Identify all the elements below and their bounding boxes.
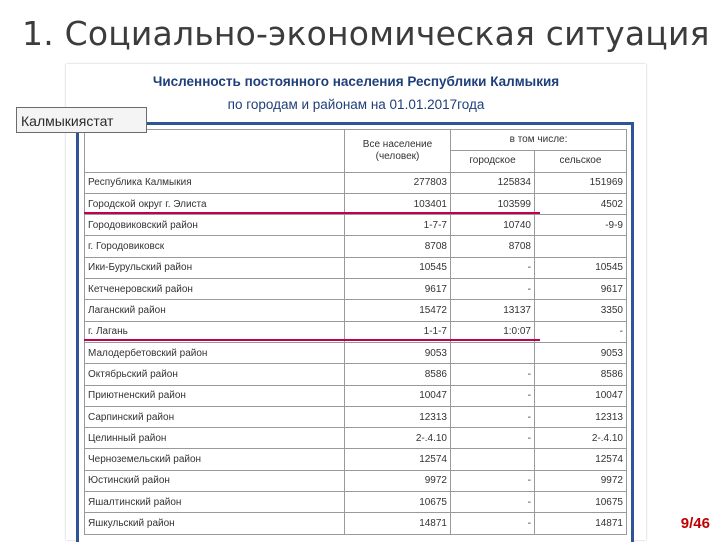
table-row bbox=[85, 513, 627, 534]
region-name-cell: г. Городовиковск bbox=[85, 236, 345, 257]
region-name-cell: Городской округ г. Элиста bbox=[85, 193, 345, 214]
total-population-cell: 8586 bbox=[345, 364, 451, 385]
urban-population-cell bbox=[451, 449, 535, 470]
total-population-cell: 10047 bbox=[345, 385, 451, 406]
total-population-cell: 9972 bbox=[345, 470, 451, 491]
rural-population-cell: 9053 bbox=[535, 342, 627, 363]
urban-population-cell: - bbox=[451, 385, 535, 406]
urban-population-cell: 125834 bbox=[451, 172, 535, 193]
table-row bbox=[85, 364, 627, 385]
total-population-cell: 12313 bbox=[345, 406, 451, 427]
table-row bbox=[85, 385, 627, 406]
rural-population-cell: 10545 bbox=[535, 257, 627, 278]
header-rural: сельское bbox=[535, 151, 627, 172]
region-name-cell: Ики-Бурульский район bbox=[85, 257, 345, 278]
rural-population-cell: 10047 bbox=[535, 385, 627, 406]
rural-population-cell: - bbox=[535, 321, 627, 342]
urban-population-cell: - bbox=[451, 406, 535, 427]
total-population-cell: 9053 bbox=[345, 342, 451, 363]
urban-population-cell: 103599 bbox=[451, 193, 535, 214]
region-name-cell: Юстинский район bbox=[85, 470, 345, 491]
rural-population-cell: 151969 bbox=[535, 172, 627, 193]
region-name-cell: Республика Калмыкия bbox=[85, 172, 345, 193]
total-population-cell: 10545 bbox=[345, 257, 451, 278]
region-name-cell: Целинный район bbox=[85, 428, 345, 449]
page-number: 9/46 bbox=[680, 515, 710, 532]
rural-population-cell bbox=[535, 236, 627, 257]
header-total: Все население (человек) bbox=[345, 130, 451, 173]
table-row bbox=[85, 406, 627, 427]
total-population-cell: 9617 bbox=[345, 279, 451, 300]
total-population-cell: 12574 bbox=[345, 449, 451, 470]
table-row bbox=[85, 470, 627, 491]
source-badge: Калмыкиястат bbox=[16, 107, 147, 133]
urban-population-cell: - bbox=[451, 492, 535, 513]
header-urban: городское bbox=[451, 151, 535, 172]
highlight-underline-lagan bbox=[84, 339, 540, 341]
table-row bbox=[85, 257, 627, 278]
region-name-cell: г. Лагань bbox=[85, 321, 345, 342]
region-name-cell: Яшкульский район bbox=[85, 513, 345, 534]
total-population-cell: 277803 bbox=[345, 172, 451, 193]
table-row bbox=[85, 492, 627, 513]
total-population-cell: 15472 bbox=[345, 300, 451, 321]
table-row bbox=[85, 215, 627, 236]
table-row bbox=[85, 236, 627, 257]
urban-population-cell: - bbox=[451, 257, 535, 278]
total-population-cell: 1-7-7 bbox=[345, 215, 451, 236]
rural-population-cell: 14871 bbox=[535, 513, 627, 534]
urban-population-cell bbox=[451, 342, 535, 363]
region-name-cell: Сарпинский район bbox=[85, 406, 345, 427]
region-name-cell: Городовиковский район bbox=[85, 215, 345, 236]
highlight-underline-elista bbox=[84, 212, 540, 214]
header-empty-cell bbox=[85, 130, 345, 173]
rural-population-cell: 2-.4.10 bbox=[535, 428, 627, 449]
urban-population-cell: - bbox=[451, 470, 535, 491]
total-population-cell: 2-.4.10 bbox=[345, 428, 451, 449]
region-name-cell: Кетченеровский район bbox=[85, 279, 345, 300]
table-row bbox=[85, 172, 627, 193]
urban-population-cell: - bbox=[451, 279, 535, 300]
urban-population-cell: 10740 bbox=[451, 215, 535, 236]
region-name-cell: Лаганский район bbox=[85, 300, 345, 321]
rural-population-cell: 3350 bbox=[535, 300, 627, 321]
table-row bbox=[85, 428, 627, 449]
urban-population-cell: 1:0:07 bbox=[451, 321, 535, 342]
header-group: в том числе: bbox=[451, 130, 627, 151]
rural-population-cell: 10675 bbox=[535, 492, 627, 513]
table-row bbox=[85, 342, 627, 363]
urban-population-cell: 13137 bbox=[451, 300, 535, 321]
region-name-cell: Приютненский район bbox=[85, 385, 345, 406]
rural-population-cell: 12313 bbox=[535, 406, 627, 427]
rural-population-cell: 8586 bbox=[535, 364, 627, 385]
rural-population-cell: 12574 bbox=[535, 449, 627, 470]
total-population-cell: 103401 bbox=[345, 193, 451, 214]
region-name-cell: Малодербетовский район bbox=[85, 342, 345, 363]
population-table-body bbox=[85, 130, 627, 535]
rural-population-cell: -9-9 bbox=[535, 215, 627, 236]
rural-population-cell: 4502 bbox=[535, 193, 627, 214]
population-table bbox=[84, 129, 627, 535]
population-table-frame bbox=[76, 122, 634, 542]
urban-population-cell: - bbox=[451, 364, 535, 385]
total-population-cell: 8708 bbox=[345, 236, 451, 257]
table-row bbox=[85, 279, 627, 300]
total-population-cell: 1-1-7 bbox=[345, 321, 451, 342]
rural-population-cell: 9972 bbox=[535, 470, 627, 491]
region-name-cell: Октябрьский район bbox=[85, 364, 345, 385]
urban-population-cell: - bbox=[451, 428, 535, 449]
total-population-cell: 10675 bbox=[345, 492, 451, 513]
urban-population-cell: 8708 bbox=[451, 236, 535, 257]
total-population-cell: 14871 bbox=[345, 513, 451, 534]
table-row bbox=[85, 449, 627, 470]
document-subheading: по городам и районам на 01.01.2017года bbox=[227, 97, 485, 112]
table-row bbox=[85, 300, 627, 321]
region-name-cell: Яшалтинский район bbox=[85, 492, 345, 513]
rural-population-cell: 9617 bbox=[535, 279, 627, 300]
document-heading: Численность постоянного населения Республики Калмыкия bbox=[152, 74, 560, 89]
slide-title: 1. Социально-экономическая ситуация bbox=[22, 14, 710, 53]
urban-population-cell: - bbox=[451, 513, 535, 534]
region-name-cell: Черноземельский район bbox=[85, 449, 345, 470]
table-header-row bbox=[85, 130, 627, 151]
